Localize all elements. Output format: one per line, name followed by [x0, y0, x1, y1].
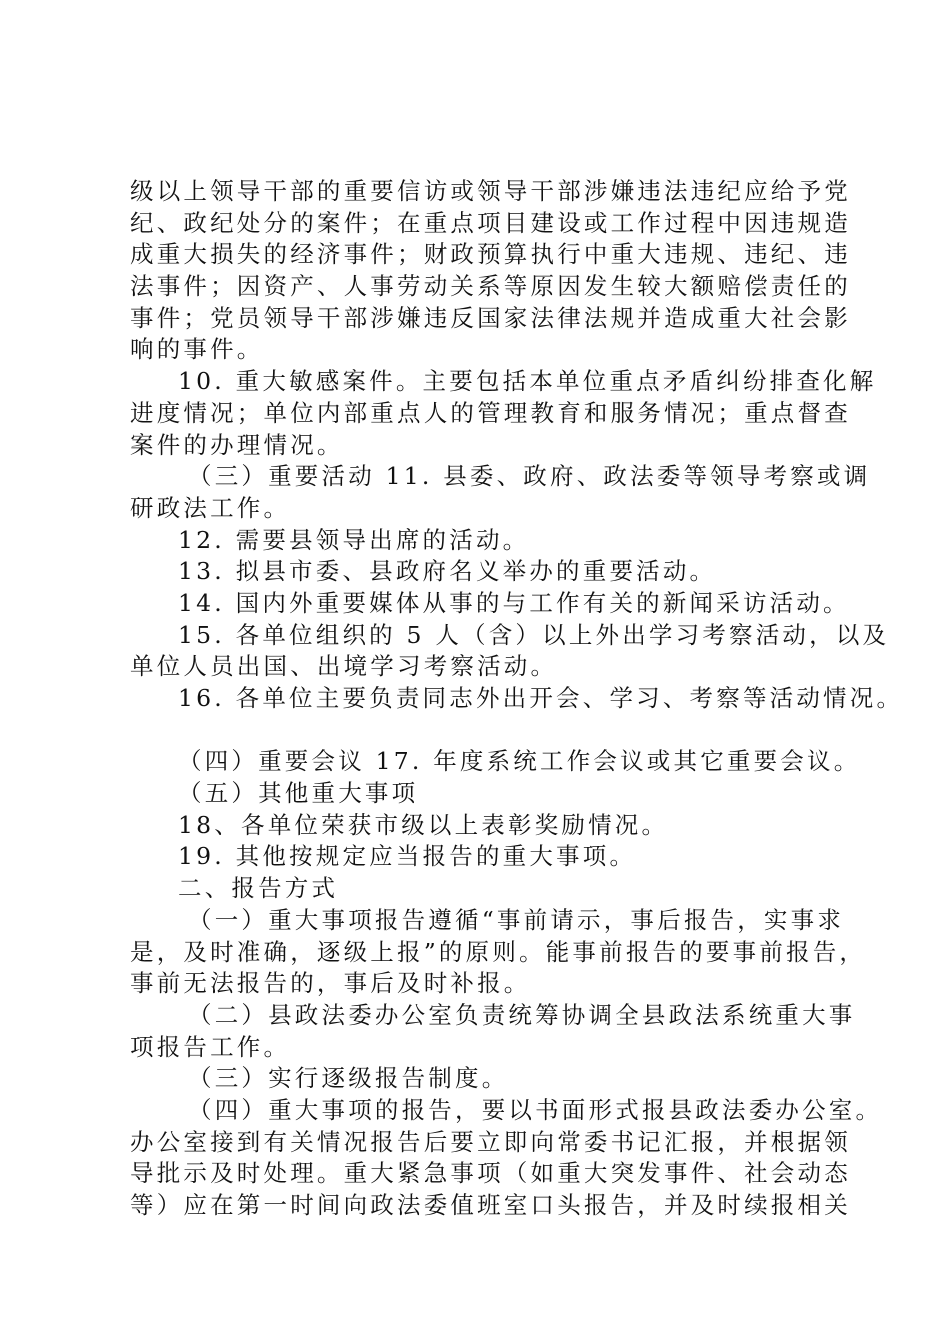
document-line: （四）重大事项的报告，要以书面形式报县政法委办公室。 — [188, 1095, 883, 1124]
document-line: （三）重要活动 11. 县委、政府、政法委等领导考察或调 — [188, 462, 871, 491]
document-line: 纪、政纪处分的案件；在重点项目建设或工作过程中因违规造 — [130, 208, 851, 237]
document-line: 是，及时准确，逐级上报”的原则。能事前报告的要事前报告， — [130, 937, 867, 966]
document-line: （四）重要会议 17. 年度系统工作会议或其它重要会议。 — [178, 747, 861, 776]
document-line: 16. 各单位主要负责同志外出开会、学习、考察等活动情况。 — [178, 684, 904, 712]
document-line: 12. 需要县领导出席的活动。 — [178, 525, 530, 554]
document-line: 案件的办理情况。 — [130, 430, 344, 459]
document-line: 10. 重大敏感案件。主要包括本单位重点矛盾纠纷排查化解 — [178, 367, 877, 396]
document-line: 单位人员出国、出境学习考察活动。 — [130, 652, 558, 681]
document-line: 事前无法报告的，事后及时补报。 — [130, 969, 531, 998]
document-body — [130, 176, 904, 1222]
document-line: 级以上领导干部的重要信访或领导干部涉嫌违法违纪应给予党 — [130, 177, 851, 205]
document-line: 研政法工作。 — [130, 493, 291, 522]
document-line: （五）其他重大事项 — [178, 779, 419, 808]
document-line: 响的事件。 — [130, 335, 264, 364]
document-line: 15. 各单位组织的 5 人（含）以上外出学习考察活动，以及 — [178, 620, 890, 649]
document-line: （二）县政法委办公室负责统筹协调全县政法系统重大事 — [188, 1000, 856, 1029]
document-line: 项报告工作。 — [130, 1032, 291, 1061]
document-line: 法事件；因资产、人事劳动关系等原因发生较大额赔偿责任的 — [130, 272, 851, 301]
document-line: 18、各单位荣获市级以上表彰奖励情况。 — [178, 810, 669, 839]
document-line: 事件；党员领导干部涉嫌违反国家法律法规并造成重大社会影 — [130, 303, 851, 332]
document-line: 19. 其他按规定应当报告的重大事项。 — [178, 842, 637, 871]
document-line: 成重大损失的经济事件；财政预算执行中重大违规、违纪、违 — [130, 240, 851, 269]
document-line: （三）实行逐级报告制度。 — [188, 1064, 509, 1093]
document-line: 二、报告方式 — [178, 874, 339, 903]
document-line: 等）应在第一时间向政法委值班室口头报告，并及时续报相关 — [130, 1191, 851, 1219]
document-line: 进度情况；单位内部重点人的管理教育和服务情况；重点督查 — [130, 398, 851, 427]
document-line: （一）重大事项报告遵循“事前请示，事后报告，实事求 — [188, 905, 845, 934]
document-line: 13. 拟县市委、县政府名义举办的重要活动。 — [178, 557, 717, 586]
blank-line — [130, 715, 845, 747]
document-line: 导批示及时处理。重大紧急事项（如重大突发事件、社会动态 — [130, 1159, 851, 1188]
document-line: 14. 国内外重要媒体从事的与工作有关的新闻采访活动。 — [178, 588, 850, 617]
document-line: 办公室接到有关情况报告后要立即向常委书记汇报，并根据领 — [130, 1127, 851, 1156]
